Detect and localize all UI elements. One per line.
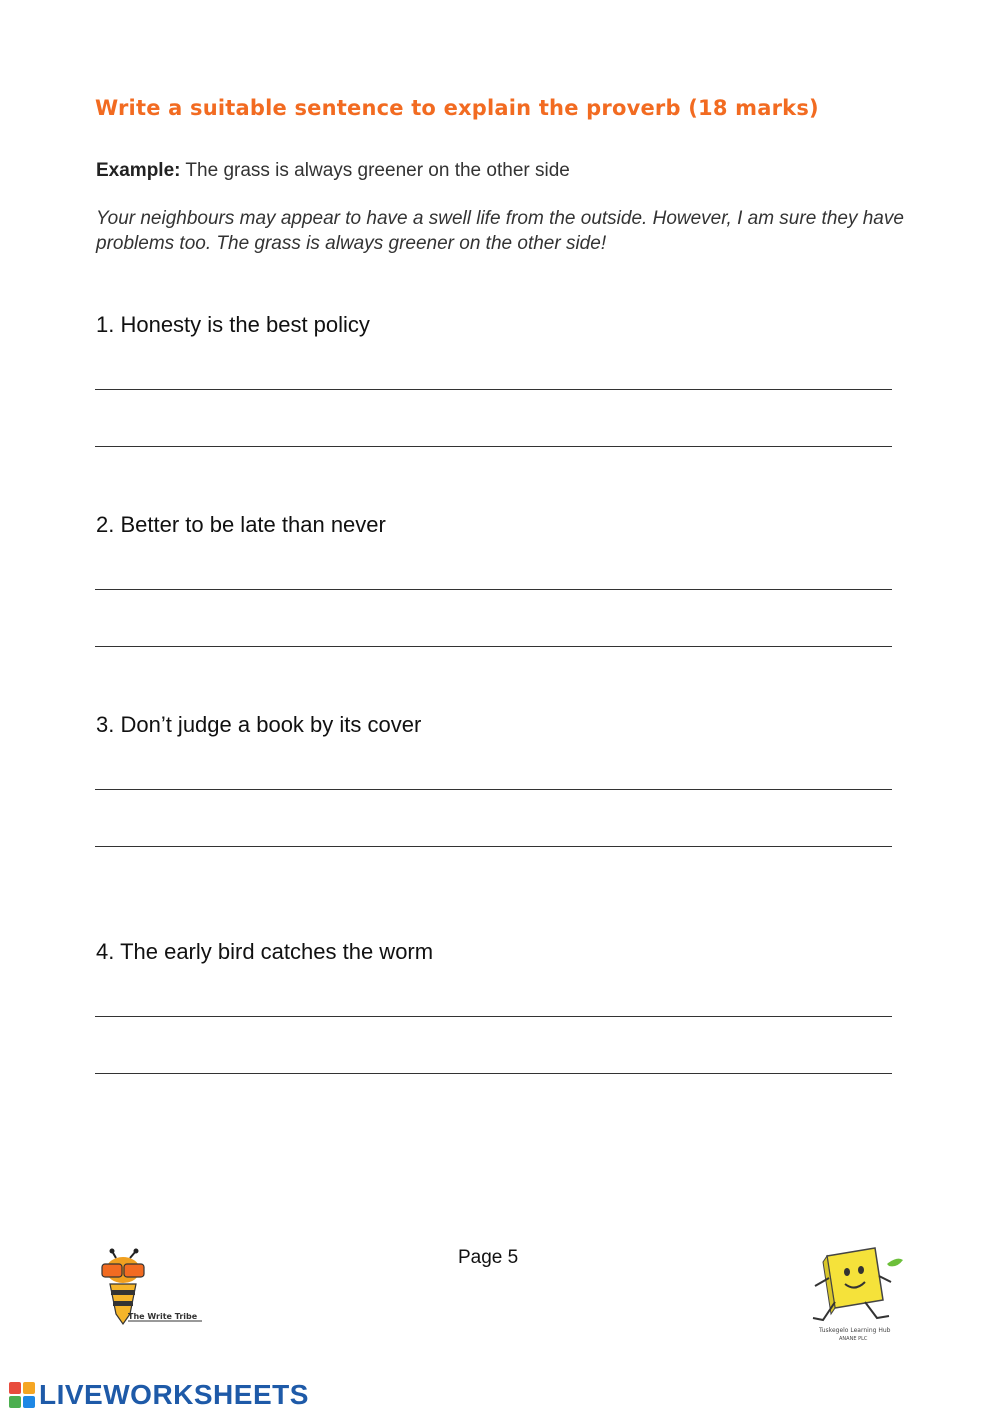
page-number: Page 5	[458, 1247, 519, 1268]
question-1: 1. Honesty is the best policy	[96, 312, 370, 337]
answer-line-4b[interactable]	[95, 1073, 892, 1074]
example-line	[96, 160, 570, 182]
example-label: Example:	[96, 160, 181, 181]
svg-text:ANANE PLC: ANANE PLC	[839, 1336, 868, 1342]
answer-line-1a[interactable]	[95, 389, 892, 390]
answer-line-3b[interactable]	[95, 846, 892, 847]
example-proverb: The grass is always greener on the other side	[185, 160, 570, 181]
question-4: 4. The early bird catches the worm	[96, 939, 434, 964]
worksheet-title: Write a suitable sentence to explain the proverb (18 marks)	[95, 96, 819, 120]
svg-text:Tuskegelo Learning Hub: Tuskegelo Learning Hub	[819, 1327, 891, 1334]
learning-hub-book-logo	[805, 1242, 915, 1347]
question-3: 3. Don’t judge a book by its cover	[96, 712, 422, 737]
liveworksheets-label: LIVEWORKSHEETS	[39, 1379, 309, 1410]
svg-text:The Write Tribe: The Write Tribe	[128, 1312, 198, 1321]
answer-line-3a[interactable]	[95, 789, 892, 790]
answer-line-2b[interactable]	[95, 646, 892, 647]
answer-line-4a[interactable]	[95, 1016, 892, 1017]
answer-line-1b[interactable]	[95, 446, 892, 447]
write-tribe-logo	[96, 1248, 216, 1328]
liveworksheets-icon	[8, 1381, 36, 1409]
example-explanation: Your neighbours may appear to have a swell life from the outside. However, I am sure they have problems too. The grass is always greener on the other side!	[96, 208, 904, 254]
liveworksheets-brand	[8, 1378, 309, 1412]
answer-line-2a[interactable]	[95, 589, 892, 590]
question-2: 2. Better to be late than never	[96, 512, 386, 537]
